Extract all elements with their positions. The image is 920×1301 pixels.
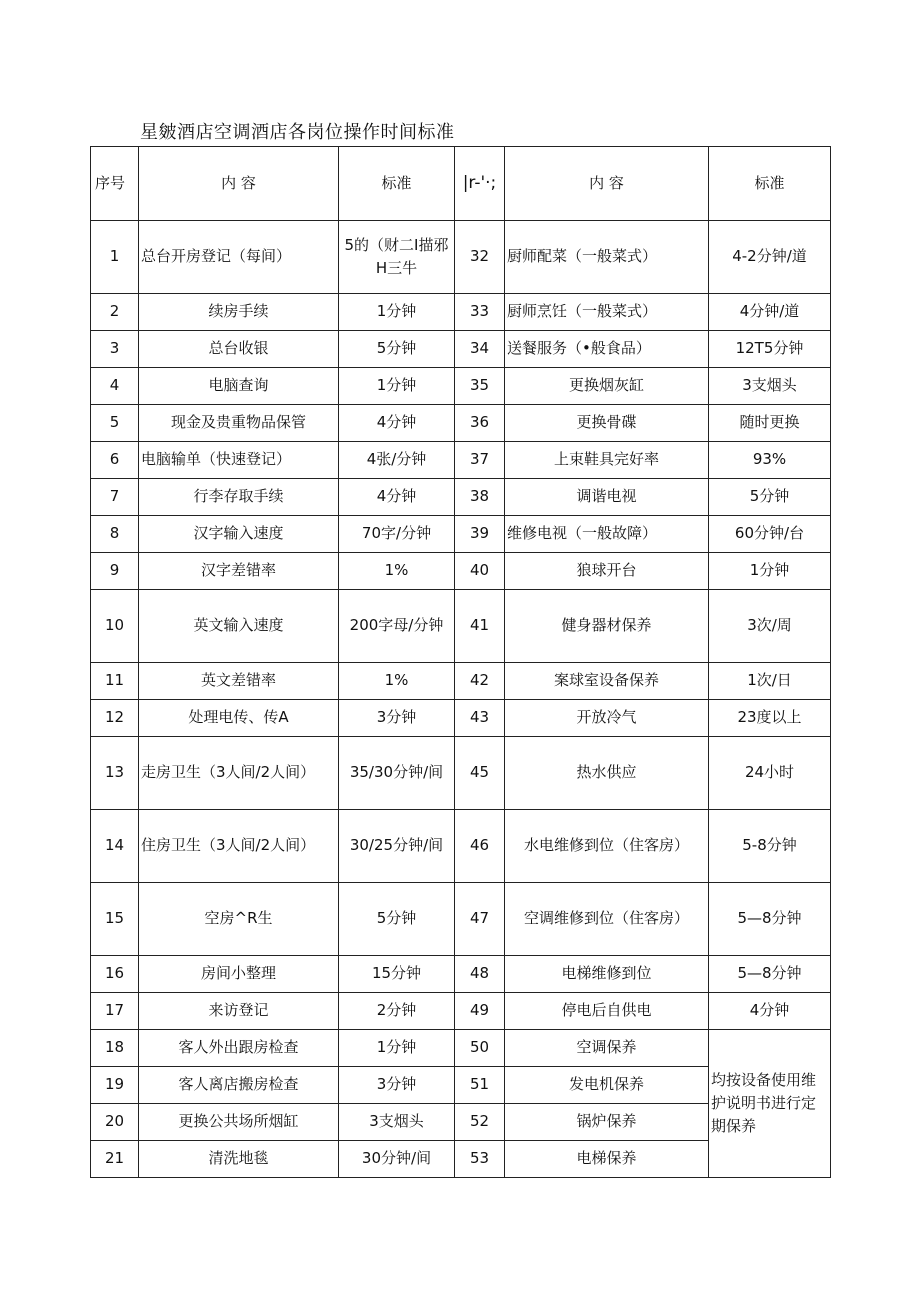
row-number-2: 46 (455, 810, 505, 883)
row-number: 19 (91, 1067, 139, 1104)
row-number: 21 (91, 1141, 139, 1178)
table-row (91, 883, 831, 956)
row-standard-2: 4-2分钟/道 (709, 221, 831, 294)
row-standard: 5分钟 (339, 331, 455, 368)
row-content: 总台收银 (139, 331, 339, 368)
row-standard: 70字/分钟 (339, 516, 455, 553)
row-content-2: 厨师配菜（一般菜式） (505, 221, 709, 294)
row-number-2: 40 (455, 553, 505, 590)
row-standard: 3分钟 (339, 1067, 455, 1104)
row-content: 来访登记 (139, 993, 339, 1030)
row-number-2: 38 (455, 479, 505, 516)
row-number-2: 51 (455, 1067, 505, 1104)
row-number-2: 47 (455, 883, 505, 956)
row-number: 5 (91, 405, 139, 442)
table-row (91, 1030, 831, 1067)
row-number-2: 53 (455, 1141, 505, 1178)
row-standard-2: 4分钟 (709, 993, 831, 1030)
row-content: 处理电传、传A (139, 700, 339, 737)
row-number: 4 (91, 368, 139, 405)
row-content-2: 发电机保养 (505, 1067, 709, 1104)
row-standard: 1% (339, 553, 455, 590)
row-number: 17 (91, 993, 139, 1030)
row-number-2: 41 (455, 590, 505, 663)
row-content: 电脑输单（快速登记） (139, 442, 339, 479)
row-number: 7 (91, 479, 139, 516)
row-standard-2: 随时更换 (709, 405, 831, 442)
row-number: 11 (91, 663, 139, 700)
row-content: 空房^R生 (139, 883, 339, 956)
row-standard-2: 5-8分钟 (709, 810, 831, 883)
row-number: 8 (91, 516, 139, 553)
row-number-2: 34 (455, 331, 505, 368)
table-row (91, 368, 831, 405)
table-row (91, 700, 831, 737)
row-number: 12 (91, 700, 139, 737)
table-row (91, 590, 831, 663)
row-number: 1 (91, 221, 139, 294)
row-number: 2 (91, 294, 139, 331)
maintenance-note: 均按设备使用维护说明书进行定期保养 (709, 1030, 831, 1178)
row-content: 汉字差错率 (139, 553, 339, 590)
row-content: 走房卫生（3人间/2人间） (139, 737, 339, 810)
header-standard-2: 标准 (709, 147, 831, 221)
row-number: 3 (91, 331, 139, 368)
row-number-2: 43 (455, 700, 505, 737)
row-content-2: 开放冷气 (505, 700, 709, 737)
header-standard: 标准 (339, 147, 455, 221)
row-standard-2: 60分钟/台 (709, 516, 831, 553)
row-number: 9 (91, 553, 139, 590)
row-content-2: 维修电视（一般故障） (505, 516, 709, 553)
row-standard: 4分钟 (339, 479, 455, 516)
row-content-2: 停电后自供电 (505, 993, 709, 1030)
row-number-2: 35 (455, 368, 505, 405)
row-number-2: 36 (455, 405, 505, 442)
row-number-2: 37 (455, 442, 505, 479)
table-row (91, 956, 831, 993)
row-number: 15 (91, 883, 139, 956)
row-content: 客人外出跟房检查 (139, 1030, 339, 1067)
row-content: 电脑查询 (139, 368, 339, 405)
row-standard-2: 3支烟头 (709, 368, 831, 405)
table-row (91, 331, 831, 368)
row-number: 20 (91, 1104, 139, 1141)
row-standard: 2分钟 (339, 993, 455, 1030)
row-standard-2: 5—8分钟 (709, 956, 831, 993)
row-content-2: 更换烟灰缸 (505, 368, 709, 405)
table-row (91, 479, 831, 516)
row-content-2: 更换骨碟 (505, 405, 709, 442)
row-standard: 3分钟 (339, 700, 455, 737)
row-number: 13 (91, 737, 139, 810)
row-number-2: 50 (455, 1030, 505, 1067)
row-content: 清洗地毯 (139, 1141, 339, 1178)
row-content: 行李存取手续 (139, 479, 339, 516)
standards-table (90, 146, 831, 1178)
row-content-2: 热水供应 (505, 737, 709, 810)
row-number-2: 32 (455, 221, 505, 294)
row-content-2: 水电维修到位（住客房） (505, 810, 709, 883)
row-content: 英文输入速度 (139, 590, 339, 663)
row-standard: 3支烟头 (339, 1104, 455, 1141)
table-row (91, 221, 831, 294)
row-standard-2: 3次/周 (709, 590, 831, 663)
header-content-2: 内 容 (505, 147, 709, 221)
row-number: 14 (91, 810, 139, 883)
table-row (91, 553, 831, 590)
row-content-2: 电梯保养 (505, 1141, 709, 1178)
row-content: 房间小整理 (139, 956, 339, 993)
row-standard: 4分钟 (339, 405, 455, 442)
row-standard: 15分钟 (339, 956, 455, 993)
row-standard: 30/25分钟/间 (339, 810, 455, 883)
header-no-2: |r-'·; (455, 147, 505, 221)
row-content-2: 锅炉保养 (505, 1104, 709, 1141)
row-standard-2: 4分钟/道 (709, 294, 831, 331)
row-content: 客人离店搬房检查 (139, 1067, 339, 1104)
table-row (91, 294, 831, 331)
row-number: 18 (91, 1030, 139, 1067)
header-row (91, 147, 831, 221)
row-number-2: 52 (455, 1104, 505, 1141)
row-content-2: 电梯维修到位 (505, 956, 709, 993)
row-content-2: 健身器材保养 (505, 590, 709, 663)
row-standard-2: 93% (709, 442, 831, 479)
row-standard-2: 24小时 (709, 737, 831, 810)
row-number-2: 49 (455, 993, 505, 1030)
row-content: 更换公共场所烟缸 (139, 1104, 339, 1141)
row-content-2: 案球室设备保养 (505, 663, 709, 700)
table-row (91, 993, 831, 1030)
row-content: 续房手续 (139, 294, 339, 331)
row-number-2: 42 (455, 663, 505, 700)
header-no: 序号 (91, 147, 139, 221)
row-number: 6 (91, 442, 139, 479)
row-content: 汉字输入速度 (139, 516, 339, 553)
row-standard-2: 5—8分钟 (709, 883, 831, 956)
row-content-2: 狼球开台 (505, 553, 709, 590)
row-standard-2: 5分钟 (709, 479, 831, 516)
row-standard: 35/30分钟/间 (339, 737, 455, 810)
row-content-2: 调谐电视 (505, 479, 709, 516)
row-number: 10 (91, 590, 139, 663)
row-content: 总台开房登记（每间） (139, 221, 339, 294)
row-standard: 1% (339, 663, 455, 700)
row-number: 16 (91, 956, 139, 993)
row-content-2: 厨师烹饪（一般菜式） (505, 294, 709, 331)
row-standard: 200字母/分钟 (339, 590, 455, 663)
row-content-2: 上束鞋具完好率 (505, 442, 709, 479)
row-content-2: 空调保养 (505, 1030, 709, 1067)
row-standard: 30分钟/间 (339, 1141, 455, 1178)
document-title: 星皴酒店空调酒店各岗位操作时间标准 (140, 122, 455, 143)
row-number-2: 48 (455, 956, 505, 993)
table-row (91, 737, 831, 810)
row-content: 现金及贵重物品保管 (139, 405, 339, 442)
table-row (91, 516, 831, 553)
row-number-2: 33 (455, 294, 505, 331)
row-content: 英文差错率 (139, 663, 339, 700)
row-number-2: 45 (455, 737, 505, 810)
table-row (91, 405, 831, 442)
table-row (91, 442, 831, 479)
row-standard: 1分钟 (339, 1030, 455, 1067)
header-content: 内 容 (139, 147, 339, 221)
table-row (91, 663, 831, 700)
row-standard: 5的（财二I描邪H三牛 (339, 221, 455, 294)
row-standard-2: 1次/日 (709, 663, 831, 700)
row-content-2: 送餐服务（•般食品） (505, 331, 709, 368)
row-standard-2: 23度以上 (709, 700, 831, 737)
row-standard: 1分钟 (339, 368, 455, 405)
row-standard: 5分钟 (339, 883, 455, 956)
table-row (91, 810, 831, 883)
row-number-2: 39 (455, 516, 505, 553)
row-content: 住房卫生（3人间/2人间） (139, 810, 339, 883)
row-standard-2: 12T5分钟 (709, 331, 831, 368)
row-standard-2: 1分钟 (709, 553, 831, 590)
row-standard: 4张/分钟 (339, 442, 455, 479)
row-standard: 1分钟 (339, 294, 455, 331)
row-content-2: 空调维修到位（住客房） (505, 883, 709, 956)
